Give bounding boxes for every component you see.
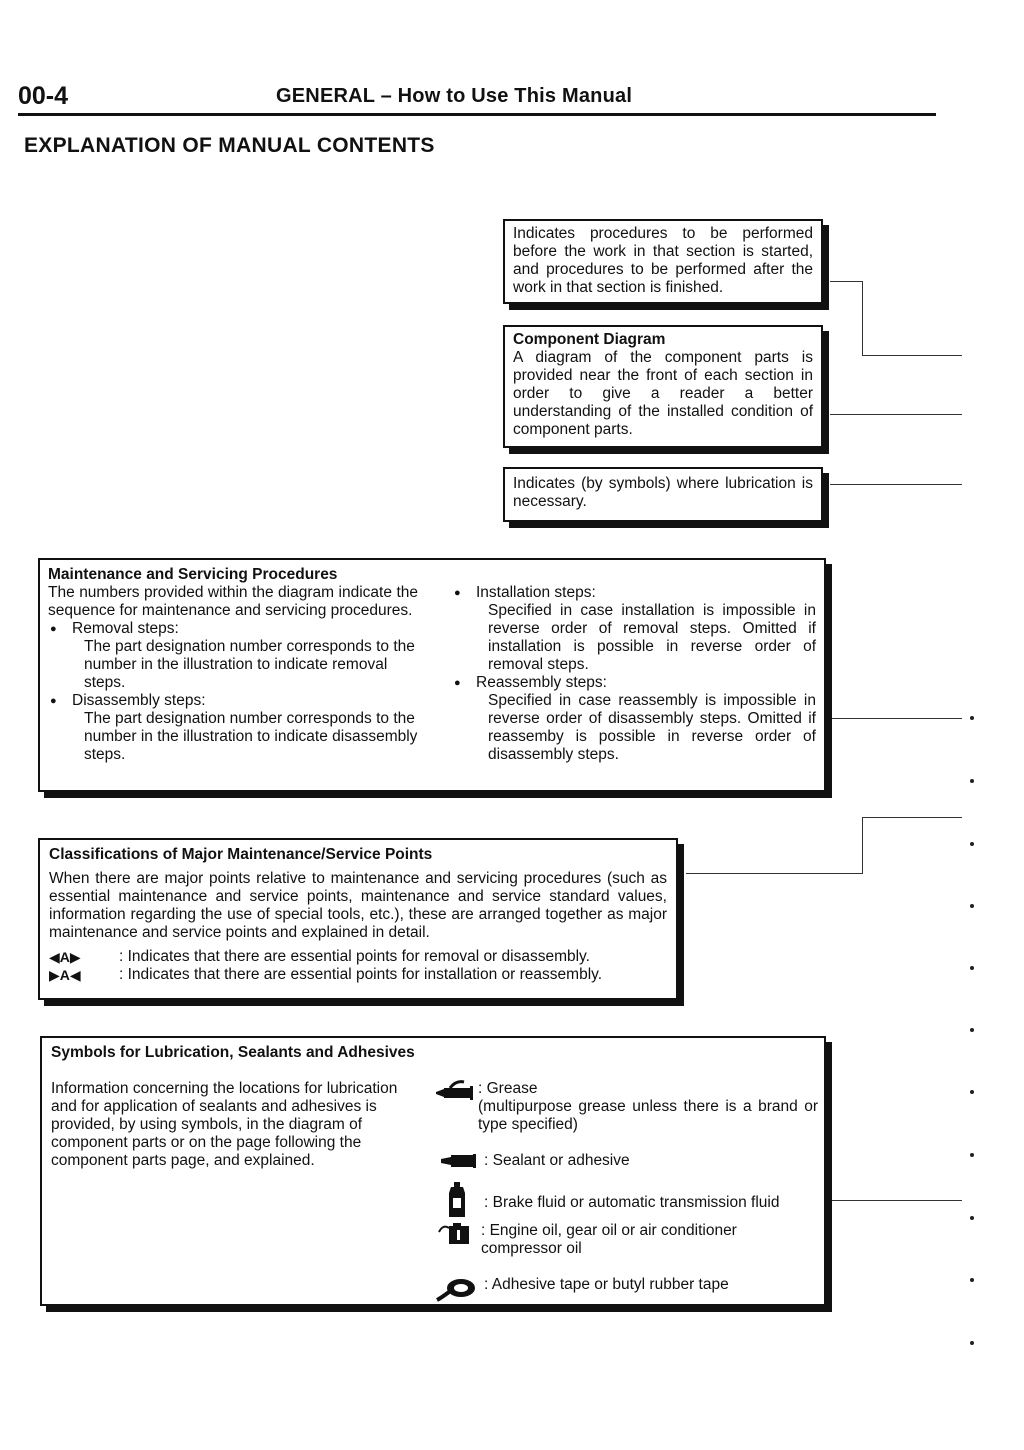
installation-point-text: : Indicates that there are essential points for installation or reassembly.: [119, 966, 603, 983]
procedures-callout-box: [503, 219, 823, 304]
page-number: 00-4: [18, 82, 69, 110]
classifications-text: When there are major points relative to maintenance and servicing procedures (such as essential maintenance and service points, maintenance and service standard values, information regarding the use of special tools, etc.), these are arranged together as major maintenance and service points and explained in detail.: [49, 870, 667, 941]
brake-fluid-row: [434, 1182, 824, 1218]
margin-dot: [970, 716, 974, 720]
brake-fluid-label: : Brake fluid or automatic transmission fluid: [484, 1194, 780, 1211]
tape-label: : Adhesive tape or butyl rubber tape: [484, 1276, 729, 1293]
sealant-label: : Sealant or adhesive: [484, 1152, 630, 1169]
engine-oil-label: : Engine oil, gear oil or air conditioner compressor oil: [480, 1222, 737, 1257]
sealant-tube-icon: [434, 1152, 480, 1170]
classifications-box: [38, 838, 678, 1000]
removal-symbol-row: [49, 948, 667, 966]
margin-dot: [970, 1028, 974, 1032]
disassembly-steps-text: The part designation number corresponds to the number in the illustration to indicate disassembly steps.: [84, 710, 418, 763]
margin-dot: [970, 1090, 974, 1094]
leader-line: [862, 355, 962, 356]
installation-steps-text: Specified in case installation is impossible in reverse order of removal steps. Omitted if installation is possible in reverse order of removal steps.: [488, 602, 816, 673]
maintenance-title: Maintenance and Servicing Procedures: [48, 566, 338, 583]
leader-line: [830, 414, 962, 415]
margin-dot: [970, 1278, 974, 1282]
component-diagram-title: Component Diagram: [513, 331, 666, 348]
installation-steps-label: Installation steps:: [476, 584, 596, 601]
symbols-intro-text: Information concerning the locations for lubrication and for application of sealants and adhesives is provided, by using symbols, in the diagram of component parts or on the page following the component parts page, and explained.: [51, 1080, 398, 1169]
section-title: EXPLANATION OF MANUAL CONTENTS: [24, 134, 435, 157]
symbols-box: [40, 1036, 826, 1306]
disassembly-steps-item: [48, 692, 418, 764]
fluid-bottle-icon: [434, 1182, 480, 1218]
margin-dot: [970, 779, 974, 783]
installation-symbol-row: [49, 966, 667, 984]
reassembly-steps-label: Reassembly steps:: [476, 674, 607, 691]
sealant-row: [434, 1152, 818, 1170]
lubrication-callout-text: Indicates (by symbols) where lubrication is necessary.: [513, 475, 813, 510]
disassembly-steps-label: Disassembly steps:: [72, 692, 206, 709]
symbols-title: Symbols for Lubrication, Sealants and Adhesives: [51, 1044, 415, 1061]
leader-line: [862, 281, 863, 356]
leader-line: [830, 484, 962, 485]
maintenance-intro: The numbers provided within the diagram indicate the sequence for maintenance and servicing procedures.: [48, 584, 418, 619]
engine-oil-row: [434, 1222, 818, 1258]
oil-can-icon: [434, 1222, 477, 1246]
tape-roll-icon: [434, 1276, 480, 1302]
leader-line: [862, 817, 962, 818]
component-diagram-text: A diagram of the component parts is provided near the front of each section in order to give a reader a better understanding of the installed condition of component parts.: [513, 349, 813, 438]
removal-steps-text: The part designation number corresponds to the number in the illustration to indicate removal steps.: [84, 638, 415, 691]
leader-line: [686, 873, 862, 874]
grease-gun-icon: [434, 1080, 474, 1102]
margin-dot: [970, 966, 974, 970]
removal-point-symbol: ◀A▶: [49, 949, 81, 965]
leader-line: [830, 281, 862, 282]
tape-row: [434, 1276, 818, 1302]
procedures-callout-text: Indicates procedures to be performed before the work in that section is started, and procedures to be performed after the work in that section is finished.: [513, 225, 813, 296]
margin-dot: [970, 842, 974, 846]
installation-point-symbol: ▶A◀: [49, 967, 81, 983]
margin-dot: [970, 904, 974, 908]
installation-steps-item: [452, 584, 816, 674]
removal-steps-label: Removal steps:: [72, 620, 179, 637]
page-header-title: GENERAL – How to Use This Manual: [276, 85, 633, 107]
leader-line: [832, 1200, 962, 1201]
grease-label: : Grease: [478, 1080, 538, 1097]
reassembly-steps-text: Specified in case reassembly is impossible in reverse order of disassembly steps. Omitted if reassemby is possible in reverse order of disassembly steps.: [488, 692, 816, 763]
grease-note: (multipurpose grease unless there is a brand or type specified): [478, 1098, 818, 1133]
component-diagram-box: [503, 325, 823, 448]
maintenance-procedures-box: [38, 558, 826, 792]
removal-point-text: : Indicates that there are essential points for removal or disassembly.: [119, 948, 590, 965]
reassembly-steps-item: [452, 674, 816, 764]
classifications-title: Classifications of Major Maintenance/Service Points: [49, 846, 433, 863]
header-rule: [18, 113, 936, 116]
leader-line: [832, 718, 962, 719]
removal-steps-item: [48, 620, 418, 692]
margin-dot: [970, 1216, 974, 1220]
lubrication-callout-box: [503, 467, 823, 522]
grease-row: [434, 1080, 818, 1134]
leader-line: [862, 817, 863, 874]
margin-dot: [970, 1341, 974, 1345]
margin-dot: [970, 1153, 974, 1157]
